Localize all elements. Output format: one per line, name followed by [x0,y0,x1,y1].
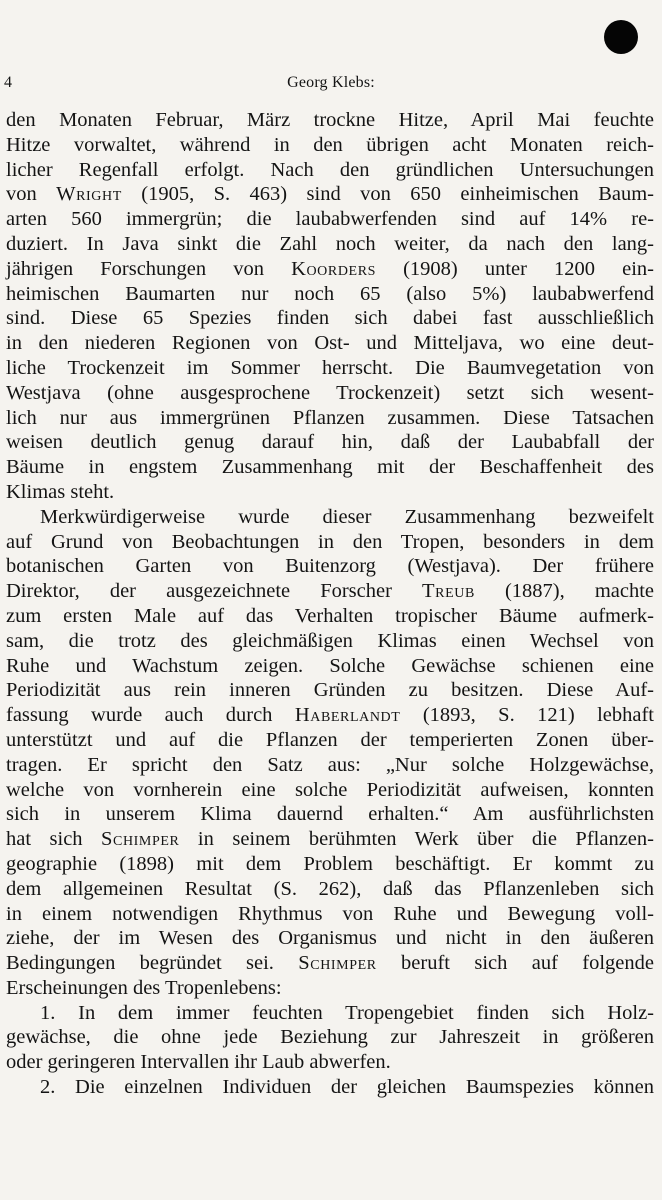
text-fragment: Bedingungen begründet sei. [6,952,299,975]
text-fragment: Direktor, der ausgezeichnete Forscher [6,580,423,603]
text-line: botanischen Garten von Buitenzorg (Westjava). Der frühere [6,555,654,578]
author-name: Koorders [291,257,377,280]
text-line: heimischen Baumarten nur noch 65 (also 5%) laubabwerfend [6,282,654,305]
text-line: ziehe, der im Wesen des Organismus und nicht in den äußeren [6,927,654,950]
text-line [6,257,654,282]
text-line: Periodizität aus rein inneren Gründen zu besitzen. Diese Auf- [6,679,654,702]
text-fragment: beruft sich auf folgende [376,952,654,975]
paragraph-1 [6,108,654,505]
text-line: Bäume in engstem Zusammenhang mit der Beschaffenheit des [6,456,654,479]
text-line: zum ersten Male auf das Verhalten tropischer Bäume aufmerk- [6,604,654,627]
text-line: Merkwürdigerweise wurde dieser Zusammenhang bezweifelt [40,505,654,528]
text-line [6,703,654,728]
page-number: 4 [4,74,12,91]
text-line: arten 560 immergrün; die laubabwerfenden sind auf 14% re- [6,208,654,231]
text-line: 1. In dem immer feuchten Tropengebiet finden sich Holz- [40,1001,654,1024]
text-fragment: (1908) unter 1200 ein- [376,257,654,280]
text-line: duziert. In Java sinkt die Zahl noch weiter, da nach den lang- [6,232,654,255]
text-line: sam, die trotz des gleichmäßigen Klimas einen Wechsel von [6,629,654,652]
text-line: in einem notwendigen Rhythmus von Ruhe und Bewegung voll- [6,902,654,925]
text-fragment: (1905, S. 463) sind von 650 einheimischen Baum- [121,183,654,206]
text-line: sind. Diese 65 Spezies finden sich dabei fast ausschließlich [6,307,654,330]
text-line: Erscheinungen des Tropenlebens: [6,976,282,999]
text-line: weisen deutlich genug darauf hin, daß der Laubabfall der [6,431,654,454]
text-line: Klimas steht. [6,480,115,503]
text-line: sich in unserem Klima dauernd erhalten.“ Am ausführlichsten [6,803,654,826]
author-name: Wright [56,183,122,206]
text-line: in den niederen Regionen von Ost- und Mitteljava, wo eine deut- [6,332,654,355]
text-line [6,182,654,207]
numbered-item-1 [6,1001,654,1075]
text-line [6,827,654,852]
text-line: Westjava (ohne ausgesprochene Trockenzeit) setzt sich wesent- [6,381,654,404]
text-line: oder geringeren Intervallen ihr Laub abwerfen. [6,1051,391,1074]
text-line: Hitze vorwaltet, während in den übrigen acht Monaten reich- [6,133,654,156]
text-line: 2. Die einzelnen Individuen der gleichen Baumspezies können [40,1076,654,1099]
text-line: unterstützt und auf die Pflanzen der temperierten Zonen über- [6,728,654,751]
text-line: tragen. Er spricht den Satz aus: „Nur solche Holzgewächse, [6,753,654,776]
text-line: auf Grund von Beobachtungen in den Tropen, besonders in dem [6,530,654,553]
text-fragment: (1893, S. 121) lebhaft [400,704,654,727]
text-line: lich nur aus immergrünen Pflanzen zusammen. Diese Tatsachen [6,406,654,429]
text-fragment: hat sich [6,828,102,851]
text-line: dem allgemeinen Resultat (S. 262), daß das Pflanzenleben sich [6,877,654,900]
text-line: welche von vornherein eine solche Periodizität aufweisen, konnten [6,778,654,801]
text-fragment: von [6,183,57,206]
ink-blot [604,20,638,54]
text-fragment: in seinem berühmten Werk über die Pflanzen- [179,828,654,851]
running-head: Georg Klebs: [287,74,375,91]
numbered-item-2 [6,1075,654,1100]
author-name: Schimper [101,828,180,851]
body-text [6,108,654,1100]
text-line: geographie (1898) mit dem Problem beschäftigt. Er kommt zu [6,852,654,875]
text-fragment: jährigen Forschungen von [6,257,292,280]
author-name: Schimper [298,952,377,975]
text-fragment: (1887), machte [474,580,655,603]
text-fragment: fassung wurde auch durch [6,704,295,727]
text-line [6,579,654,604]
text-line: den Monaten Februar, März trockne Hitze, April Mai feuchte [6,109,654,131]
paragraph-2 [6,505,654,1001]
text-line: licher Regenfall erfolgt. Nach den gründlichen Untersuchungen [6,158,654,181]
text-line: liche Trockenzeit im Sommer herrscht. Die Baumvegetation von [6,356,654,379]
author-name: Haberlandt [294,704,401,727]
text-line: gewächse, die ohne jede Beziehung zur Jahreszeit in größeren [6,1026,654,1049]
text-line: Ruhe und Wachstum zeigen. Solche Gewächse schienen eine [6,654,654,677]
text-line [6,951,654,976]
author-name: Treub [422,580,475,603]
